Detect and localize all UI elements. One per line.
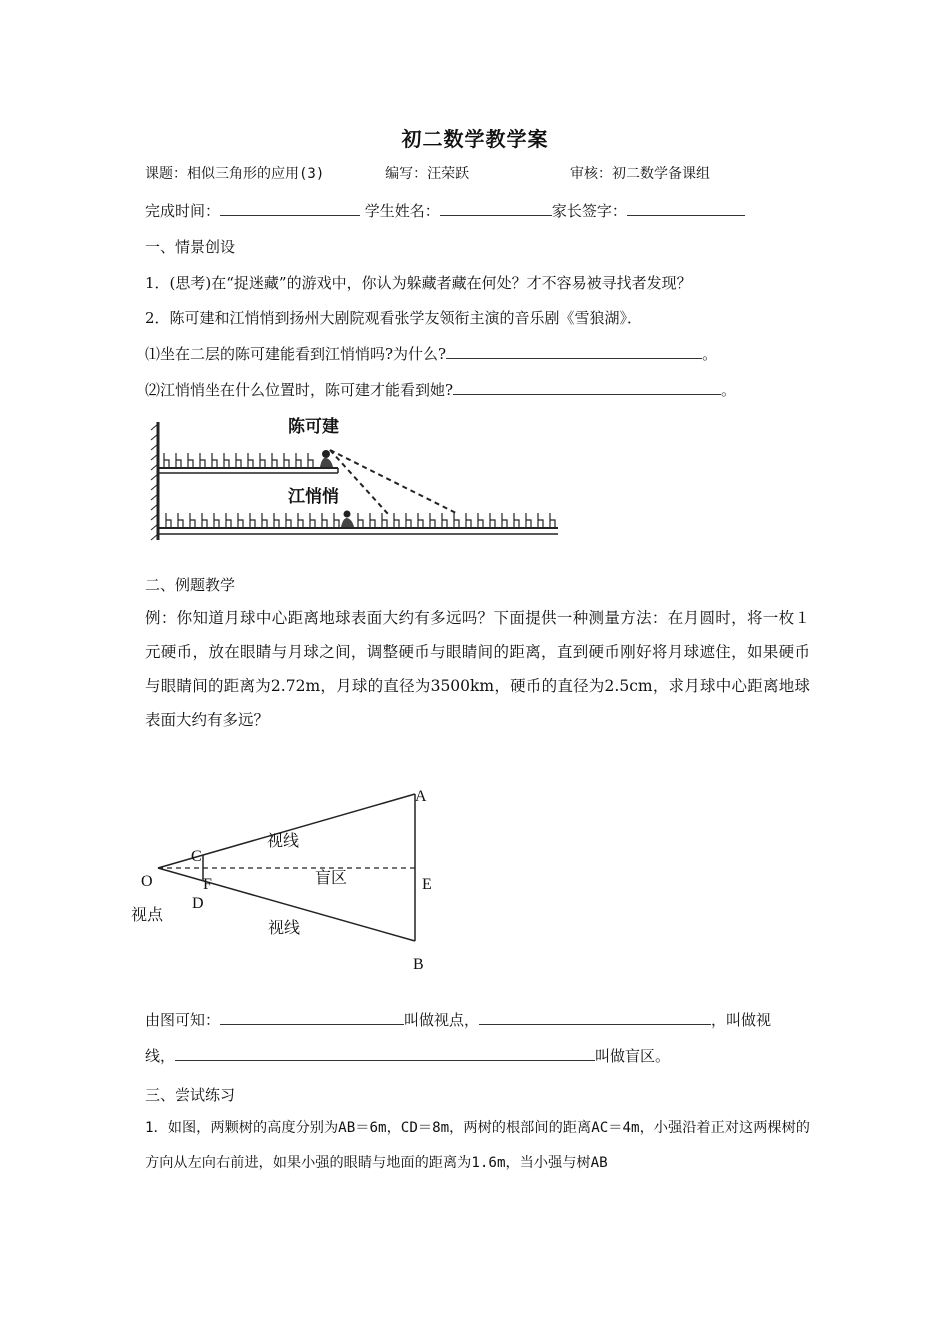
lower-person-head xyxy=(344,511,351,518)
point-E: E xyxy=(422,876,432,893)
section1-q2: 2．陈可建和江悄悄到扬州大剧院观看张学友领衔主演的音乐剧《雪狼湖》． xyxy=(145,309,643,327)
time-label: 完成时间： xyxy=(145,202,221,220)
page-title: 初二数学教学案 xyxy=(401,127,549,151)
point-D: D xyxy=(192,895,204,912)
q2a-text: ⑴坐在二层的陈可建能看到江悄悄吗?为什么? xyxy=(145,345,447,363)
example-paragraph: 例：你知道月球中心距离地球表面大约有多远吗？下面提供一种测量方法：在月圆时，将一枚１元硬币，放在眼睛与月球之间，调整硬币与眼睛间的距离，直到硬币刚好将月球遮住，如果硬币与眼睛间的距离为2.72m，月球的直径为3500km，硬币的直径为2.5cm，求月球中心距离地球表面大约有多远？ xyxy=(145,609,810,729)
subject-label: 课题： xyxy=(145,166,187,182)
point-B: B xyxy=(413,956,424,973)
upper-person-body xyxy=(320,458,333,467)
moon-diagram xyxy=(125,780,445,980)
moon-diagram-svg xyxy=(125,780,445,980)
section1-q1: 1．(思考)在“捉迷藏”的游戏中，你认为躲藏者藏在何处？才不容易被寻找者发现？ xyxy=(145,274,692,292)
sightline-blank[interactable] xyxy=(479,1010,711,1025)
blind-zone-blank[interactable] xyxy=(175,1046,595,1061)
q2a-period: 。 xyxy=(702,345,718,363)
section1-heading: 一、情景创设 xyxy=(145,238,236,256)
fill-sight-a: ，叫做视 xyxy=(711,1011,772,1029)
label-jiang: 江悄悄 xyxy=(288,487,339,507)
author-label: 编写： xyxy=(385,166,428,182)
fill-line-2 xyxy=(145,1045,670,1066)
upper-person-head xyxy=(322,450,330,458)
upper-seats xyxy=(164,453,313,467)
fill-viewpoint: 叫做视点， xyxy=(404,1011,480,1029)
time-blank[interactable] xyxy=(220,201,360,216)
q2b-text: ⑵江悄悄坐在什么位置时，陈可建才能看到她? xyxy=(145,381,454,399)
point-A: A xyxy=(415,788,427,805)
signature-line xyxy=(145,200,745,221)
parent-label: 家长签字： xyxy=(551,202,627,220)
label-sightline-bottom: 视线 xyxy=(268,918,301,937)
sight-line-shallow xyxy=(330,450,458,514)
student-blank[interactable] xyxy=(440,201,552,216)
lower-person-body xyxy=(341,518,354,527)
section3-heading: 三、尝试练习 xyxy=(145,1086,236,1104)
parent-blank[interactable] xyxy=(627,201,745,216)
section1-q2a xyxy=(145,343,717,364)
label-viewpoint: 视点 xyxy=(131,905,164,924)
fill-sight-b: 线， xyxy=(145,1047,176,1065)
fill-prefix: 由图可知： xyxy=(145,1011,221,1029)
label-sightline-top: 视线 xyxy=(267,831,300,850)
label-blind-zone: 盲区 xyxy=(315,868,348,887)
lower-seats xyxy=(166,513,555,527)
fill-blind: 叫做盲区。 xyxy=(595,1047,671,1065)
reviewer-value: 初二数学备课组 xyxy=(612,166,711,182)
fill-line-1 xyxy=(145,1009,771,1030)
theater-diagram xyxy=(148,410,568,545)
author-value: 汪荣跃 xyxy=(427,166,470,182)
subject-value: 相似三角形的应用(3) xyxy=(187,166,325,182)
point-F: F xyxy=(203,876,212,893)
meta-line xyxy=(145,163,710,183)
theater-figure xyxy=(148,410,568,545)
label-chen: 陈可建 xyxy=(288,417,339,437)
section1-q2b xyxy=(145,379,736,400)
q2b-blank[interactable] xyxy=(453,380,721,395)
section2-heading: 二、例题教学 xyxy=(145,576,236,594)
q2a-blank[interactable] xyxy=(446,344,702,359)
section3-q1: 1．如图，两颗树的高度分别为AB＝6m，CD＝8m，两树的根部间的距离AC＝4m，小强沿着正对这两棵树的方向从左向右前进，如果小强的眼睛与地面的距离为1.6m，当小强与树AB xyxy=(145,1120,810,1171)
viewpoint-blank[interactable] xyxy=(220,1010,404,1025)
q2b-period: 。 xyxy=(721,381,737,399)
point-C: C xyxy=(191,848,202,865)
point-O: O xyxy=(141,873,153,890)
reviewer-label: 审核： xyxy=(570,166,613,182)
student-label: 学生姓名： xyxy=(364,202,440,220)
